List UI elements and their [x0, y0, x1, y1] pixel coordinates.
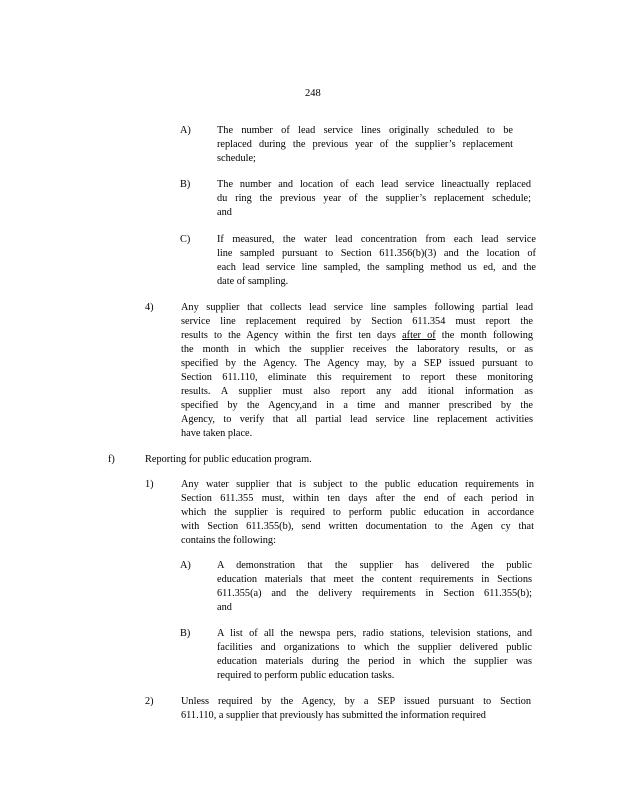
text-line: Any water supplier that is subject to the public education requirements in	[181, 479, 534, 490]
text-line: the month in which the supplier receives the laboratory results, or as	[181, 344, 533, 355]
text-line: A list of all the newspa pers, radio stations, television stations, and	[217, 628, 532, 639]
text-line: and	[217, 602, 232, 613]
text-line: education materials that meet the content requirements in Sections	[217, 574, 532, 585]
item-label: B)	[180, 628, 191, 639]
text-line: and	[217, 207, 232, 218]
text-line: Agency, to verify that all partial lead service line replacement activities	[181, 414, 533, 425]
underlined-text: after of	[402, 330, 436, 341]
text-line: contains the following:	[181, 535, 276, 546]
text-line: education materials during the period in which the supplier was	[217, 656, 532, 667]
text-line: each lead service line sampled, the sampling method us ed, and the	[217, 262, 536, 273]
item-label: A)	[180, 560, 191, 571]
text-line: line sampled pursuant to Section 611.356(b)(3) and the location of	[217, 248, 536, 259]
text-line: which the supplier is required to perform public education in accordance	[181, 507, 534, 518]
text-line: service line replacement required by Section 611.354 must report the	[181, 316, 533, 327]
text-line: schedule;	[217, 153, 256, 164]
text-line: results to the Agency within the first ten days after of the month following	[181, 330, 533, 341]
text-line: du ring the previous year of the supplier’s replacement schedule;	[217, 193, 531, 204]
text-line: results. A supplier must also report any add itional information as	[181, 386, 533, 397]
text-line: have taken place.	[181, 428, 253, 439]
text-line: 611.110, a supplier that previously has submitted the information required	[181, 710, 486, 721]
text-line: required to perform public education tasks.	[217, 670, 395, 681]
text-line: Section 611.355 must, within ten days after the end of each period in	[181, 493, 534, 504]
text-line: replaced during the previous year of the supplier’s replacement	[217, 139, 513, 150]
text-line: Unless required by the Agency, by a SEP issued pursuant to Section	[181, 696, 531, 707]
text-line: The number of lead service lines originally scheduled to be	[217, 125, 513, 136]
item-label: f)	[108, 454, 115, 465]
text-line: date of sampling.	[217, 276, 289, 287]
item-label: 2)	[145, 696, 154, 707]
text-line: The number and location of each lead service lineactually replaced	[217, 179, 531, 190]
page-number: 248	[305, 88, 321, 99]
item-label: A)	[180, 125, 191, 136]
item-label: 4)	[145, 302, 154, 313]
text-line: A demonstration that the supplier has delivered the public	[217, 560, 532, 571]
item-label: 1)	[145, 479, 154, 490]
text-line: 611.355(a) and the delivery requirements in Section 611.355(b);	[217, 588, 532, 599]
text-line: Section 611.110, eliminate this requirement to report these monitoring	[181, 372, 533, 383]
text-line: Any supplier that collects lead service line samples following partial lead	[181, 302, 533, 313]
text-line: with Section 611.355(b), send written documentation to the Agen cy that	[181, 521, 534, 532]
text-line: facilities and organizations to which the supplier delivered public	[217, 642, 532, 653]
item-label: C)	[180, 234, 191, 245]
text-line: specified by the Agency,and in a time and manner prescribed by the	[181, 400, 533, 411]
item-label: B)	[180, 179, 191, 190]
text-line: Reporting for public education program.	[145, 454, 312, 465]
text-line: specified by the Agency. The Agency may, by a SEP issued pursuant to	[181, 358, 533, 369]
text-line: If measured, the water lead concentration from each lead service	[217, 234, 536, 245]
